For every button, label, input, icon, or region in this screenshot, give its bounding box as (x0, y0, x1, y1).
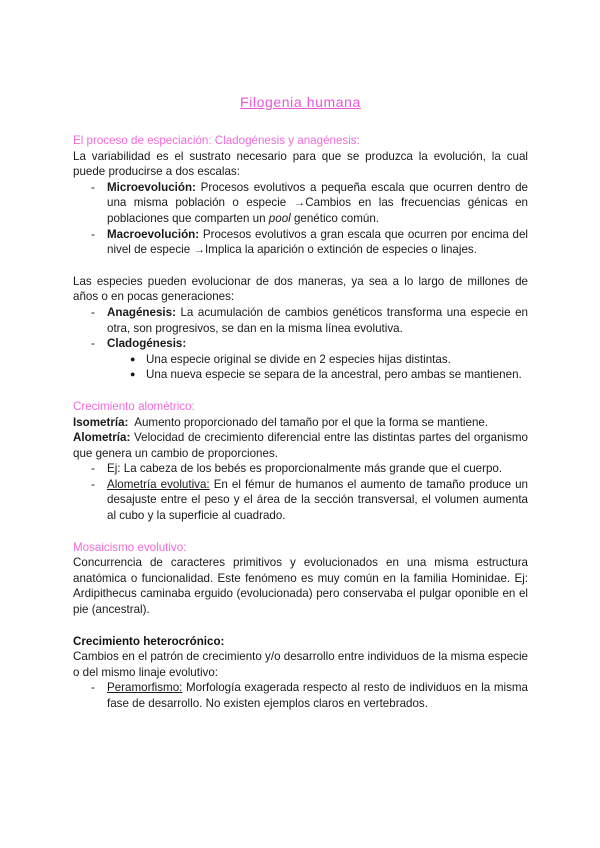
definition-anagenesis: La acumulación de cambios genéticos transforma una especie en otra, son progresivos, se dan en la misma línea evolutiva. (107, 305, 528, 335)
list-item-macroevolucion (73, 227, 528, 258)
list-item-alometria-evolutiva (73, 477, 528, 524)
section-heading-especiacion: El proceso de especiación: Cladogénesis y anagénesis: (73, 134, 360, 147)
example-text: Ej: La cabeza de los bebés es proporcionalmente más grande que el cuerpo. (107, 462, 503, 476)
term-alometria: Alometría: (73, 431, 131, 445)
section-heading-heterocronico: Crecimiento heterocrónico: (73, 634, 225, 648)
term-anagenesis: Anagénesis: (107, 305, 176, 319)
section-heading-alometrico: Crecimiento alométrico: (73, 399, 195, 413)
term-pool: pool (268, 211, 291, 225)
definition-alometria-evolutiva: En el fémur de humanos el aumento de tamaño produce un desajuste entre el peso y el área de la sección transversal, el volumen aumenta al cubo y la superficie al cuadrado. (107, 477, 528, 523)
definition-microevolucion: Procesos evolutivos a pequeña escala que ocurren dentro de una misma población o especie →Cambios en las frecuencias génicas en poblaciones que comparten un (107, 180, 528, 225)
paragraph-heterocronico: Cambios en el patrón de crecimiento y/o desarrollo entre individuos de la misma especie o del mismo linaje evolutivo: (73, 650, 528, 679)
paragraph-variabilidad: La variabilidad es el sustrato necesario para que se produzca la evolución, la cual puede producirse a dos escalas: (73, 149, 528, 179)
term-microevolucion: Microevolución: (107, 180, 196, 194)
dot-bullet: ● (130, 369, 136, 380)
list-item-cladogenesis (73, 336, 528, 352)
paragraph-alometria (73, 430, 528, 461)
dash-bullet: - (91, 681, 95, 695)
paragraph-isometria (73, 415, 528, 431)
dash-bullet: - (91, 337, 95, 351)
term-isometria: Isometría: (73, 415, 129, 429)
term-cladogenesis: Cladogénesis: (107, 337, 187, 351)
definition-alometria: Velocidad de crecimiento diferencial entre las distintas partes del organismo que genera un cambio de proporciones. (73, 431, 528, 460)
dash-bullet: - (91, 477, 95, 491)
paragraph-mosaicismo: Concurrencia de caracteres primitivos y evolucionados en una misma estructura anatómica o funcionalidad. Este fenómeno es muy común en la familia Hominidae. Ej: Ardipithecus caminaba erguido (evolucionada) pero conservaba el pulgar oponible en el pie (ancestral). (73, 556, 528, 617)
term-peramorfismo: Peramorfismo: (107, 681, 183, 695)
definition-macroevolucion: Procesos evolutivos a gran escala que ocurren por encima del nivel de especie →Implica la aparición o extinción de especies o linajes. (107, 227, 528, 257)
paragraph-evolucionar: Las especies pueden evolucionar de dos maneras, ya sea a lo largo de millones de años o en pocas generaciones: (73, 274, 528, 304)
sub-list-item (73, 352, 528, 368)
dash-bullet: - (91, 180, 95, 194)
sub-list-text: Una nueva especie se separa de la ancestral, pero ambas se mantienen. (146, 368, 522, 382)
term-macroevolucion: Macroevolución: (107, 227, 200, 241)
page-title: Filogenia humana (240, 94, 361, 110)
definition-isometria: Aumento proporcionado del tamaño por el que la forma se mantiene. (134, 415, 489, 429)
list-item-ejemplo-bebes (73, 461, 528, 477)
list-item-microevolucion (73, 180, 528, 227)
sub-list-text: Una especie original se divide en 2 especies hijas distintas. (146, 352, 451, 366)
sub-list-item (73, 367, 528, 383)
dot-bullet: ● (130, 353, 136, 364)
document-body (73, 93, 528, 712)
definition-peramorfismo: Morfología exagerada respecto al resto de individuos en la misma fase de desarrollo. No existen ejemplos claros en vertebrados. (107, 681, 528, 710)
list-item-peramorfismo (73, 680, 528, 711)
dash-bullet: - (91, 305, 95, 319)
definition-microevolucion-end: genético común. (293, 211, 380, 225)
term-alometria-evolutiva: Alometría evolutiva: (107, 477, 210, 491)
dash-bullet: - (91, 462, 95, 476)
section-heading-mosaicismo: Mosaicismo evolutivo: (73, 540, 187, 554)
list-item-anagenesis (73, 305, 528, 336)
dash-bullet: - (91, 227, 95, 241)
